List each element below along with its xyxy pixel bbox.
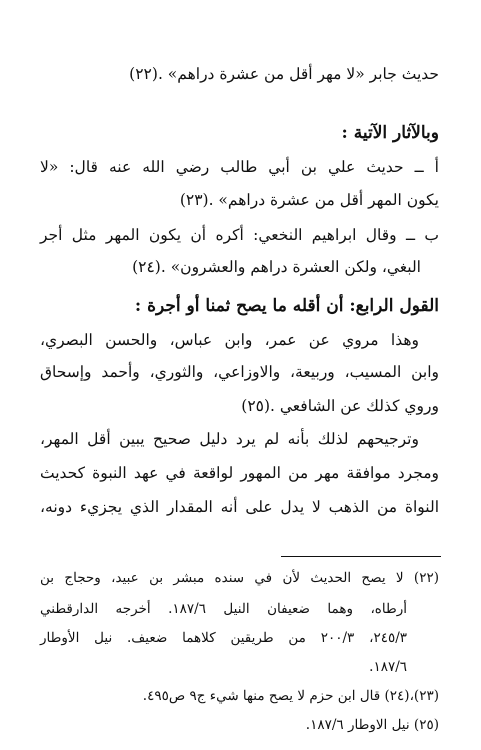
text-line: وروي كذلك عن الشافعي .(٢٥) xyxy=(241,397,439,415)
section-heading: القول الرابع: أن أقله ما يصح ثمنا أو أجرة : xyxy=(134,296,439,316)
footnote-line: (٢٥) نيل الاوطار ١٨٧/٦. xyxy=(305,717,439,733)
text-line: أ ــ حديث علي بن أبي طالب رضي الله عنه قال: «لا xyxy=(40,158,439,176)
text-line: وهذا مروي عن عمر، وابن عباس، والحسن البصري، xyxy=(40,331,419,349)
text-line: ب ــ وقال ابراهيم النخعي: أكره أن يكون المهر مثل أجر xyxy=(40,226,439,244)
footnote-separator xyxy=(281,556,441,557)
text-line: وابن المسيب، وربيعة، والاوزاعي، والثوري، وأحمد وإسحاق xyxy=(40,363,439,381)
text-line: يكون المهر أقل من عشرة دراهم» .(٢٣) xyxy=(179,191,439,209)
text-line: وترجيحهم لذلك بأنه لم يرد دليل صحيح يبين أقل المهر، xyxy=(40,430,419,448)
text-line: البغي، ولكن العشرة دراهم والعشرون» .(٢٤) xyxy=(132,258,421,276)
footnote-line: (٢٢) لا يصح الحديث لأن في سنده مبشر بن عبيد، وحجاج بن xyxy=(40,570,439,586)
section-heading: وبالآثار الآتية : xyxy=(341,123,439,143)
text-line: النواة من الذهب لا يدل على أنه المقدار الذي يجزيء دونه، xyxy=(40,498,439,516)
footnote-line: ١٨٧/٦. xyxy=(369,659,407,675)
footnote-line: (٢٣)،(٢٤) قال ابن حزم لا يصح منها شيء ج٩ ص٤٩٥. xyxy=(142,688,439,704)
text-line: ومجرد موافقة مهر من المهور لواقعة في عهد النبوة كحديث xyxy=(40,464,439,482)
footnote-line: أرطاه، وهما ضعيفان النيل ١٨٧/٦. أخرجه الدارقطني xyxy=(40,601,407,617)
footnote-line: ٢٤٥/٣، ٢٠٠/٣ من طريقين كلاهما ضعيف. نيل الأوطار xyxy=(40,630,407,646)
text-line: حديث جابر «لا مهر أقل من عشرة دراهم» .(٢٢) xyxy=(129,65,439,83)
